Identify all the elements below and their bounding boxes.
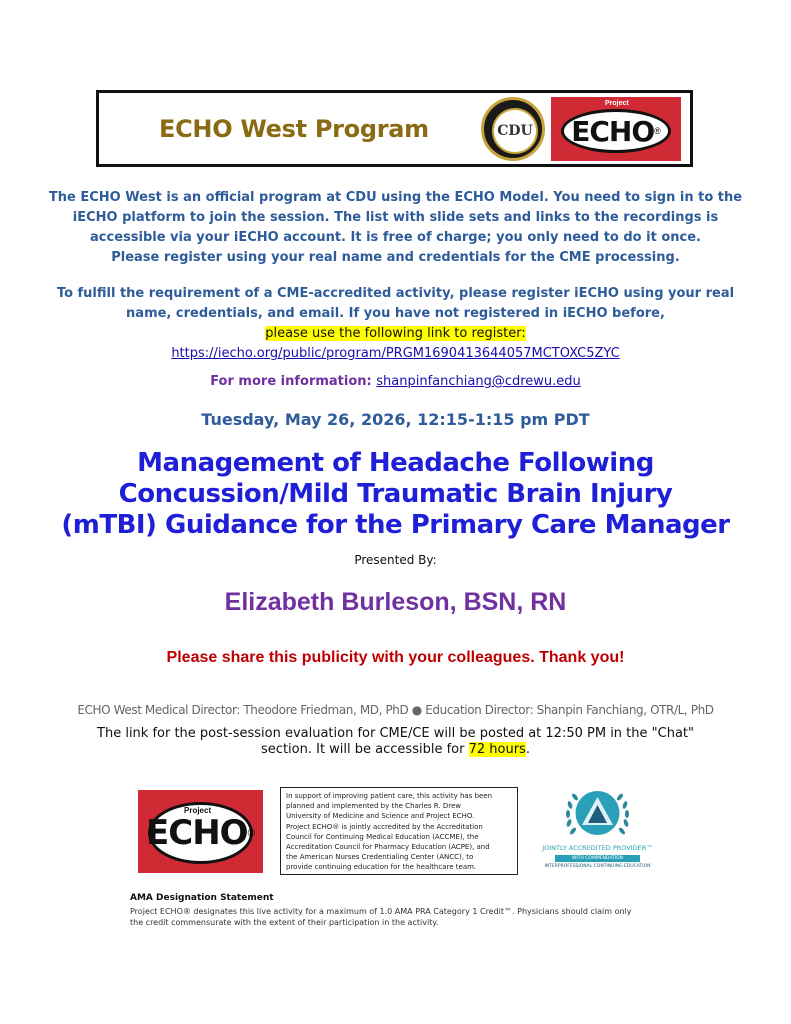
- echo-project-label: Project: [605, 100, 629, 107]
- accreditation-statement: [280, 787, 518, 875]
- project-echo-logo: [551, 97, 681, 161]
- registration-line: To fulfill the requirement of a CME-accredited activity, please register iECHO using your real: [56, 286, 735, 301]
- project-echo-logo-bottom: [138, 790, 263, 873]
- share-message: Please share this publicity with your colleagues. Thank you!: [166, 649, 625, 666]
- presented-by-label: Presented By:: [354, 553, 437, 567]
- evaluation-notice: [0, 726, 791, 758]
- session-title-line: (mTBI) Guidance for the Primary Care Manager: [61, 510, 730, 540]
- ama-line: Project ECHO® designates this live activity for a maximum of 1.0 AMA PRA Category 1 Credit™. Physicians should claim only: [130, 907, 632, 916]
- accreditation-line: Accreditation Council for Pharmacy Education (ACPE), and: [286, 843, 490, 852]
- ja-subtitle: INTERPROFESSIONAL CONTINUING EDUCATION: [544, 864, 651, 869]
- intro-line: The ECHO West is an official program at CDU using the ECHO Model. You need to sign in to the: [48, 190, 743, 205]
- accreditation-line: Council for Continuing Medical Education (ACCME), the: [286, 832, 479, 841]
- echo-reg-mark: ®: [654, 126, 661, 136]
- evaluation-line: section. It will be accessible for: [261, 742, 469, 757]
- cdu-logo-text: CDU: [492, 108, 538, 154]
- cdu-logo: [481, 97, 545, 161]
- register-highlight: please use the following link to register:: [265, 326, 526, 341]
- echo-project-label: Project: [184, 806, 212, 815]
- ama-statement: [130, 906, 670, 928]
- accreditation-line: the American Nurses Credentialing Center (ANCC), to: [286, 853, 474, 862]
- echo-oval: [561, 109, 671, 153]
- accreditation-line: University of Medicine and Science and Project ECHO.: [286, 812, 475, 821]
- accreditation-line: provide continuing education for the healthcare team.: [286, 863, 477, 872]
- contact-line: [0, 372, 791, 392]
- laurel-wreath-icon: [535, 785, 660, 845]
- evaluation-line: The link for the post-session evaluation for CME/CE will be posted at 12:50 PM in the "Chat": [97, 726, 694, 741]
- intro-paragraph: [0, 188, 791, 268]
- registration-paragraph: [0, 284, 791, 364]
- echo-logo-word: ECHO: [146, 813, 248, 853]
- ja-title: JOINTLY ACCREDITED PROVIDER™: [542, 844, 653, 852]
- registration-link[interactable]: https://iecho.org/public/program/PRGM1690413644057MCTOXC5ZYC: [171, 346, 620, 361]
- session-title: [0, 448, 791, 541]
- contact-email-link[interactable]: shanpinfanchiang@cdrewu.edu: [376, 374, 581, 389]
- ama-heading: AMA Designation Statement: [130, 893, 274, 903]
- session-title-line: Management of Headache Following: [137, 448, 654, 478]
- joint-accreditation-logo: [535, 785, 660, 875]
- accreditation-line: planned and implemented by the Charles R. Drew: [286, 802, 462, 811]
- echo-reg-mark: ®: [247, 827, 255, 839]
- accreditation-line: Project ECHO® is jointly accredited by the Accreditation: [286, 822, 483, 831]
- evaluation-line-end: .: [525, 742, 530, 757]
- evaluation-hours-highlight: 72 hours: [468, 742, 526, 757]
- header-banner: [96, 90, 693, 167]
- session-title-line: Concussion/Mild Traumatic Brain Injury: [118, 479, 673, 509]
- ama-line: the credit commensurate with the extent of their participation in the activity.: [130, 918, 439, 927]
- presenter-name: Elizabeth Burleson, BSN, RN: [224, 588, 567, 616]
- directors-line: ECHO West Medical Director: Theodore Friedman, MD, PhD ● Education Director: Shanpin Fanchiang, OTR/L, PhD: [77, 703, 714, 717]
- intro-line: accessible via your iECHO account. It is free of charge; you only need to do it once.: [90, 230, 701, 245]
- intro-line: iECHO platform to join the session. The list with slide sets and links to the recordings is: [72, 210, 719, 225]
- registration-line: name, credentials, and email. If you have not registered in iECHO before,: [126, 306, 665, 321]
- accreditation-line: In support of improving patient care, this activity has been: [286, 792, 493, 800]
- echo-logo-word: ECHO: [571, 114, 655, 148]
- session-date: Tuesday, May 26, 2026, 12:15-1:15 pm PDT: [201, 410, 590, 429]
- program-title: ECHO West Program: [159, 115, 429, 143]
- contact-label: For more information:: [210, 374, 372, 389]
- intro-line: Please register using your real name and credentials for the CME processing.: [111, 250, 680, 265]
- ja-commendation: WITH COMMENDATION: [555, 855, 640, 862]
